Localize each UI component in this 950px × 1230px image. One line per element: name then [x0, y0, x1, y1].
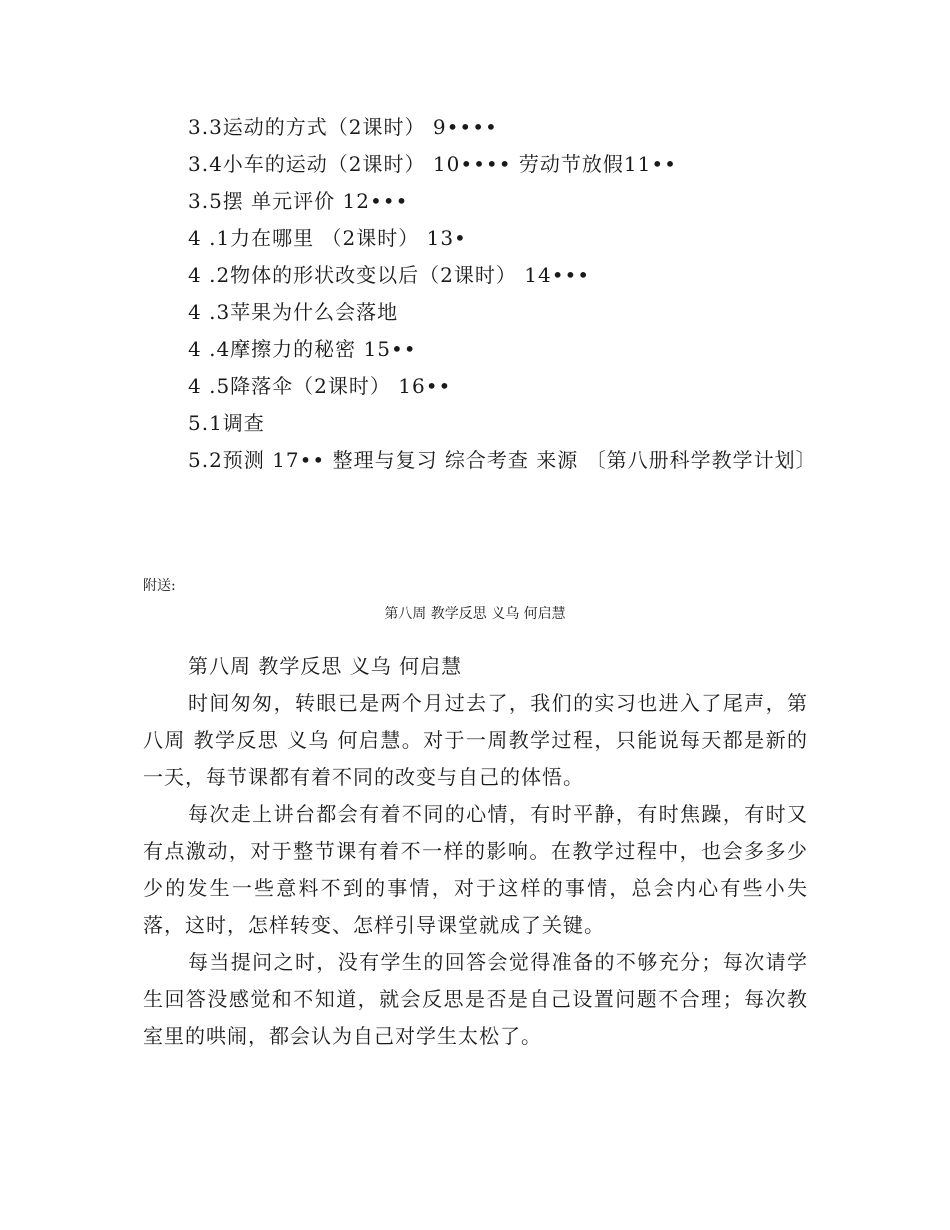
- article-paragraph: 每次走上讲台都会有着不同的心情，有时平静，有时焦躁，有时又有点激动，对于整节课有着不一样的影响。在教学过程中，也会多多少少的发生一些意料不到的事情，对于这样的事情，总会内心有些小失落，这时，怎样转变、怎样引导课堂就成了关键。: [143, 802, 808, 937]
- article-title: 第八周 教学反思 义乌 何启慧: [384, 606, 566, 622]
- article-body: [143, 648, 808, 1055]
- toc-line: 3.5摆 单元评价 12•••: [188, 189, 409, 213]
- article-paragraph: 时间匆匆，转眼已是两个月过去了，我们的实习也进入了尾声，第八周 教学反思 义乌 何启慧。对于一周教学过程，只能说每天都是新的一天，每节课都有着不同的改变与自己的体悟。: [143, 691, 808, 789]
- toc-line: 4 .5降落伞（2课时） 16••: [188, 374, 452, 398]
- table-of-contents: [143, 109, 817, 479]
- toc-line: 5.1调查: [188, 411, 265, 435]
- article-paragraph: 每当提问之时，没有学生的回答会觉得准备的不够充分；每次请学生回答没感觉和不知道，就会反思是否是自己设置问题不合理；每次教室里的哄闹，都会认为自己对学生太松了。: [143, 950, 808, 1048]
- toc-line: 4 .1力在哪里 （2课时） 13•: [188, 226, 467, 250]
- toc-line: 3.3运动的方式（2课时） 9••••: [188, 115, 498, 139]
- toc-line: 4 .4摩擦力的秘密 15••: [188, 337, 417, 361]
- toc-line: 4 .2物体的形状改变以后（2课时） 14•••: [188, 263, 591, 287]
- article-paragraph: 第八周 教学反思 义乌 何启慧: [188, 654, 463, 678]
- toc-line: 3.4小车的运动（2课时） 10•••• 劳动节放假11••: [188, 152, 677, 176]
- appendix-label: 附送:: [143, 578, 176, 594]
- toc-line: 5.2预测 17•• 整理与复习 综合考查 来源 〔第八册科学教学计划〕: [188, 448, 817, 472]
- toc-line: 4 .3苹果为什么会落地: [188, 300, 399, 324]
